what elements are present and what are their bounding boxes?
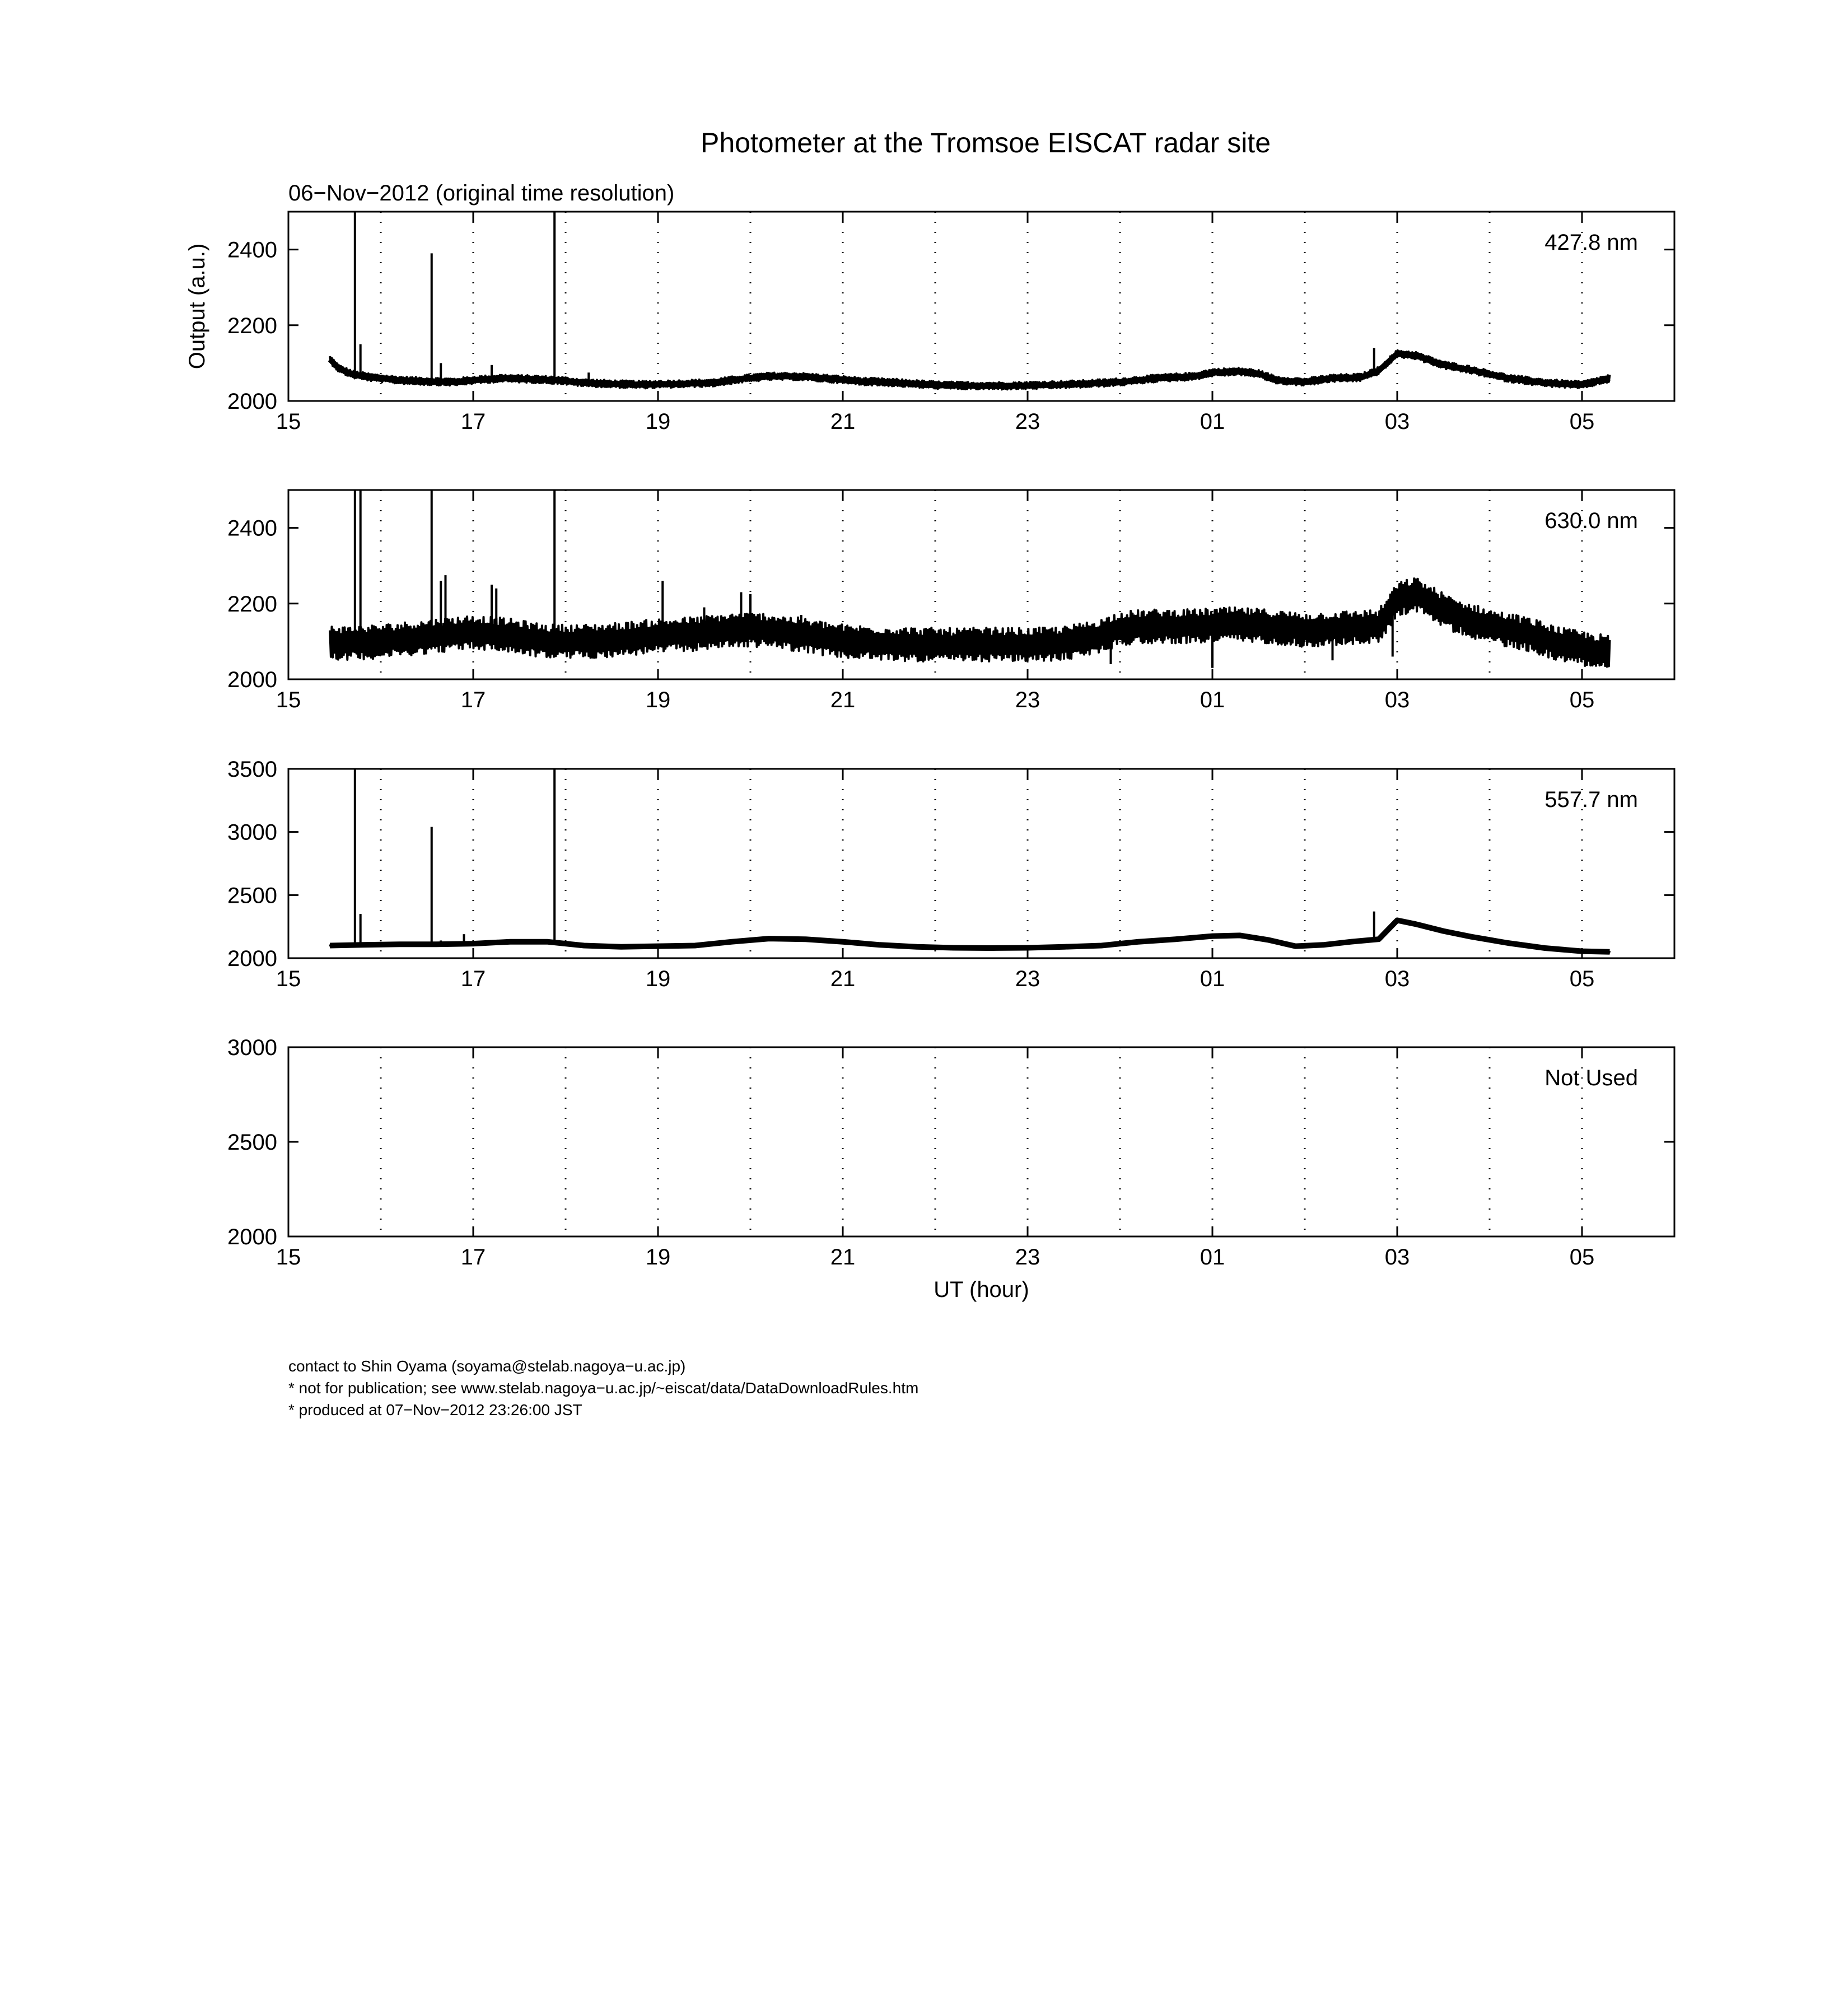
axes-box [288, 769, 1674, 958]
x-tick-label: 19 [645, 1245, 671, 1270]
x-tick-label: 03 [1384, 409, 1410, 434]
y-tick-label: 2000 [227, 946, 277, 971]
footer-produced: * produced at 07−Nov−2012 23:26:00 JST [288, 1401, 582, 1418]
x-tick-label: 05 [1569, 688, 1595, 712]
x-tick-label: 23 [1015, 688, 1040, 712]
x-tick-label: 03 [1384, 967, 1410, 991]
footer [288, 1355, 918, 1421]
x-tick-label: 15 [276, 688, 301, 712]
x-tick-label: 15 [276, 409, 301, 434]
y-tick-label: 2200 [227, 591, 277, 617]
plot-area [330, 769, 1609, 953]
y-axis-title: Output (a.u.) [185, 243, 209, 370]
x-tick-label: 01 [1200, 967, 1225, 991]
x-tick-label: 17 [460, 409, 486, 434]
footer-contact: contact to Shin Oyama (soyama@stelab.nagoya−u.ac.jp) [288, 1357, 686, 1375]
y-tick-label: 2400 [227, 237, 277, 263]
panel-3 [227, 757, 1674, 991]
panel-1 [185, 212, 1674, 434]
series-baseline [330, 354, 1609, 386]
x-tick-label: 15 [276, 1245, 301, 1270]
x-tick-label: 01 [1200, 1245, 1225, 1270]
y-tick-label: 3000 [227, 1035, 277, 1060]
y-tick-label: 2500 [227, 883, 277, 908]
x-tick-label: 23 [1015, 1245, 1040, 1270]
y-tick-label: 2200 [227, 313, 277, 338]
x-tick-label: 21 [830, 1245, 856, 1270]
x-tick-label: 19 [645, 409, 671, 434]
figure-title: Photometer at the Tromsoe EISCAT radar site [700, 127, 1271, 158]
panel-label: 427.8 nm [1544, 230, 1638, 255]
x-tick-label: 19 [645, 688, 671, 712]
x-tick-label: 19 [645, 967, 671, 991]
x-tick-label: 01 [1200, 409, 1225, 434]
x-tick-label: 03 [1384, 688, 1410, 712]
plot-area [330, 212, 1609, 390]
panel-label: Not Used [1544, 1066, 1638, 1090]
panel-label: 557.7 nm [1544, 787, 1638, 812]
footer-publication-note: * not for publication; see www.stelab.nagoya−u.ac.jp/~eiscat/data/DataDownloadRules.htm [288, 1379, 919, 1397]
figure-subtitle: 06−Nov−2012 (original time resolution) [288, 181, 675, 206]
y-tick-label: 2000 [227, 1225, 277, 1249]
x-tick-label: 05 [1569, 967, 1595, 991]
y-tick-label: 2000 [227, 668, 277, 692]
x-tick-label: 17 [460, 967, 486, 991]
panel-2 [227, 490, 1674, 712]
y-tick-label: 2500 [227, 1130, 277, 1155]
x-tick-label: 23 [1015, 967, 1040, 991]
x-tick-label: 23 [1015, 409, 1040, 434]
plot-area [330, 490, 1609, 668]
x-axis-title: UT (hour) [934, 1277, 1029, 1302]
y-tick-label: 3000 [227, 820, 277, 845]
x-tick-label: 03 [1384, 1245, 1410, 1270]
x-tick-label: 15 [276, 967, 301, 991]
y-tick-label: 2400 [227, 516, 277, 541]
x-tick-label: 05 [1569, 1245, 1595, 1270]
axes-box [288, 1047, 1674, 1236]
y-tick-label: 2000 [227, 389, 277, 414]
x-tick-label: 17 [460, 688, 486, 712]
series-baseline [330, 920, 1609, 951]
x-tick-label: 21 [830, 967, 856, 991]
x-tick-label: 05 [1569, 409, 1595, 434]
x-tick-label: 17 [460, 1245, 486, 1270]
x-tick-label: 21 [830, 409, 856, 434]
x-tick-label: 21 [830, 688, 856, 712]
x-tick-label: 01 [1200, 688, 1225, 712]
panel-label: 630.0 nm [1544, 508, 1638, 533]
series-line [330, 578, 1609, 666]
y-tick-label: 3500 [227, 757, 277, 782]
panel-4 [227, 1035, 1674, 1302]
panels [185, 212, 1674, 1302]
